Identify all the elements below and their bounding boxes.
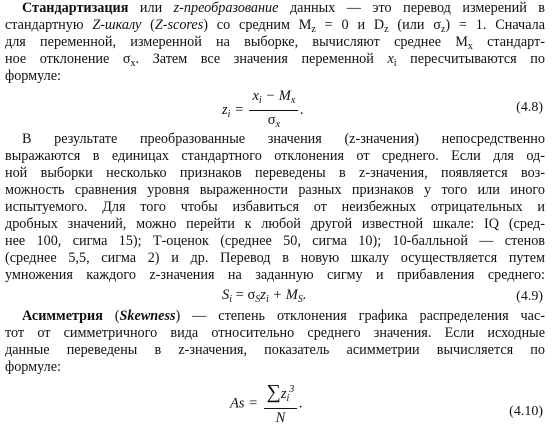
text-line: для переменной, измеренной на выборке, вычисляют среднее $M_x$ стандарт- [5, 34, 545, 52]
formula: As = $\frac{\sum z_i^3}{N}$ . [230, 381, 303, 426]
formula: $z_i$ = $\frac{x_i - M_x}{\sigma_x}$ . [222, 88, 304, 133]
formula: $S_i = \sigma_Sz_i + M_S$. [222, 287, 307, 305]
equation-number: (4.9) [516, 289, 543, 304]
text-line: дробных значений, можно перейти к любой другой известной шкале: IQ (сред- [5, 216, 545, 232]
equation-4-10 [5, 382, 545, 432]
text-line: ной выборки несколько признаков переведены в z-значения, появляется воз- [5, 165, 545, 181]
text-line: тот от симметричного вида относительно среднего значения. Если исходные [5, 325, 545, 341]
text-line: выражаются в единицах стандартного отклонения от среднего. Если для од- [5, 148, 545, 164]
text-line: Стандартизация или z-преобразование данных — это перевод измерений в [22, 0, 545, 16]
text-line: нее 100, сигма 15); Т-оценок (среднее 50, сигма 10); 10-балльной — стенов [5, 233, 545, 249]
text-line: В результате преобразованные значения (z-значения) непосредственно [22, 131, 545, 147]
text-line: формуле: [5, 68, 61, 84]
equation-number: (4.8) [516, 100, 543, 115]
fraction: $\frac{x_i - M_x}{\sigma_x}$ [249, 88, 298, 133]
text-line: можность сравнения уровня выраженности разных признаков у того или иного [5, 182, 545, 198]
equation-4-8 [5, 88, 545, 128]
fraction: $\frac{\sum z_i^3}{N}$ [264, 382, 298, 426]
text-line: (среднее 5,5, сигма 2) и др. Перевод в новую шкалу осуществляется путем [5, 250, 545, 266]
text-line: данные переведены в z-значения, показатель асимметрии вычисляется по [5, 342, 545, 358]
text-line: Асимметрия (Skewness) — степень отклонения графика распределения час- [22, 308, 545, 324]
text-line: ное отклонение $\sigma_x$. Затем все значения переменной $x_i$ пересчитываются по [5, 51, 545, 69]
text-line: стандартную Z-шкалу (Z-scores) со средним $M_z = 0$ и $D_z$ (или $\sigma_z) = 1$. Сначала [5, 17, 545, 35]
text-line: умножения каждого z-значения на заданную сигму и прибавления среднего: [5, 267, 545, 283]
text-line: формуле: [5, 359, 61, 375]
text-line: испытуемого. Для того чтобы избавиться от неизбежных отрицательных и [5, 199, 545, 215]
equation-number: (4.10) [509, 404, 543, 419]
